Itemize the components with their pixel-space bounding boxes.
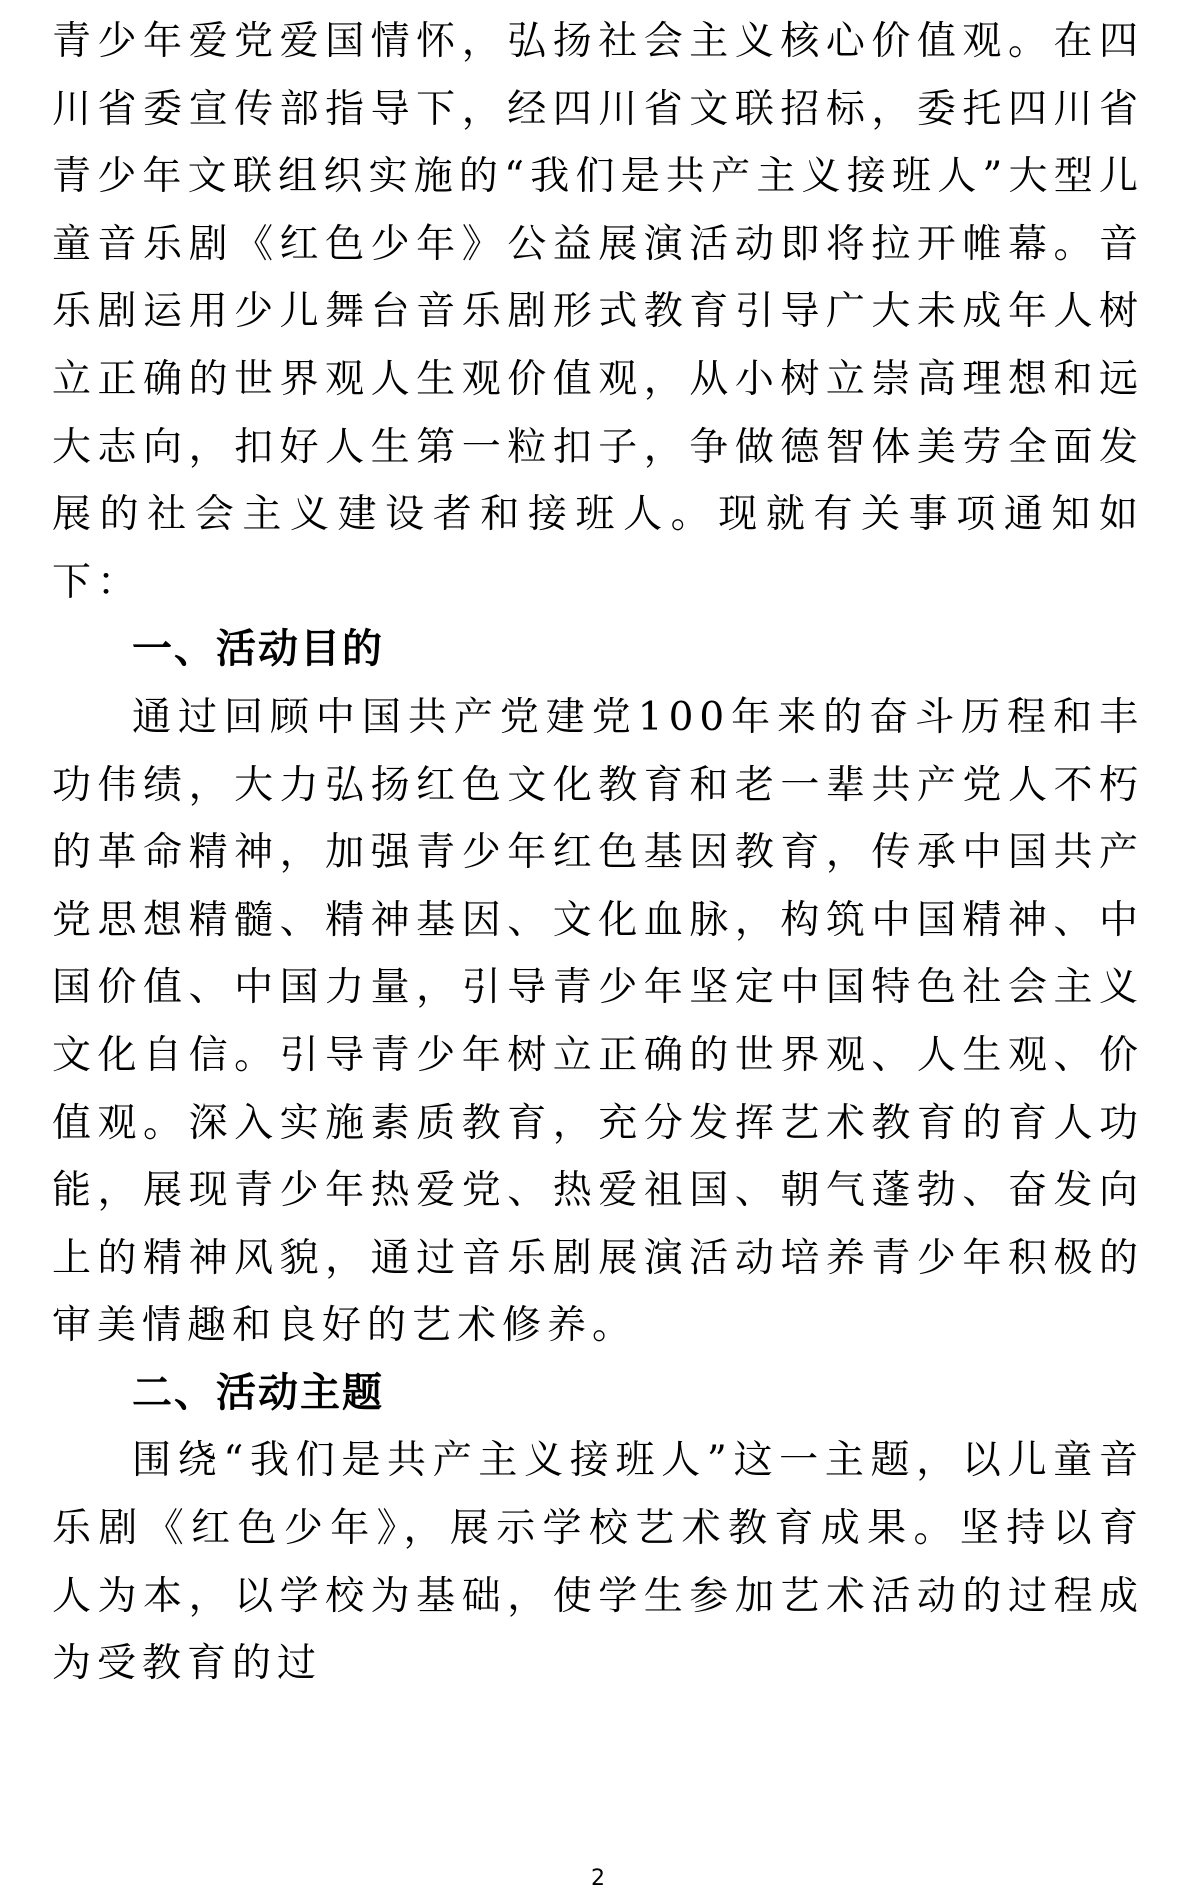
document-body (52, 8, 1144, 1698)
paragraph-intro-continuation: 青少年爱党爱国情怀，弘扬社会主义核心价值观。在四川省委宣传部指导下，经四川省文联招标，委托四川省青少年文联组织实施的“我们是共产主义接班人”大型儿童音乐剧《红色少年》公益展演活动即将拉开帷幕。音乐剧运用少儿舞台音乐剧形式教育引导广大未成年人树立正确的世界观人生观价值观，从小树立崇高理想和远大志向，扣好人生第一粒扣子，争做德智体美劳全面发展的社会主义建设者和接班人。现就有关事项通知如下： (52, 19, 1144, 605)
paragraph-purpose: 通过回顾中国共产党建党100年来的奋斗历程和丰功伟绩，大力弘扬红色文化教育和老一辈共产党人不朽的革命精神，加强青少年红色基因教育，传承中国共产党思想精髓、精神基因、文化血脉，构筑中国精神、中国价值、中国力量，引导青少年坚定中国特色社会主义文化自信。引导青少年树立正确的世界观、人生观、价值观。深入实施素质教育，充分发挥艺术教育的育人功能，展现青少年热爱党、热爱祖国、朝气蓬勃、奋发向上的精神风貌，通过音乐剧展演活动培养青少年积极的审美情趣和良好的艺术修养。 (52, 694, 1144, 1349)
section-heading-theme: 二、活动主题 (132, 1369, 384, 1416)
page-number: 2 (591, 1866, 605, 1891)
paragraph-theme: 围绕“我们是共产主义接班人”这一主题，以儿童音乐剧《红色少年》，展示学校艺术教育成果。坚持以育人为本，以学校为基础，使学生参加艺术活动的过程成为受教育的过 (52, 1438, 1144, 1687)
section-heading-purpose: 一、活动目的 (132, 626, 384, 673)
